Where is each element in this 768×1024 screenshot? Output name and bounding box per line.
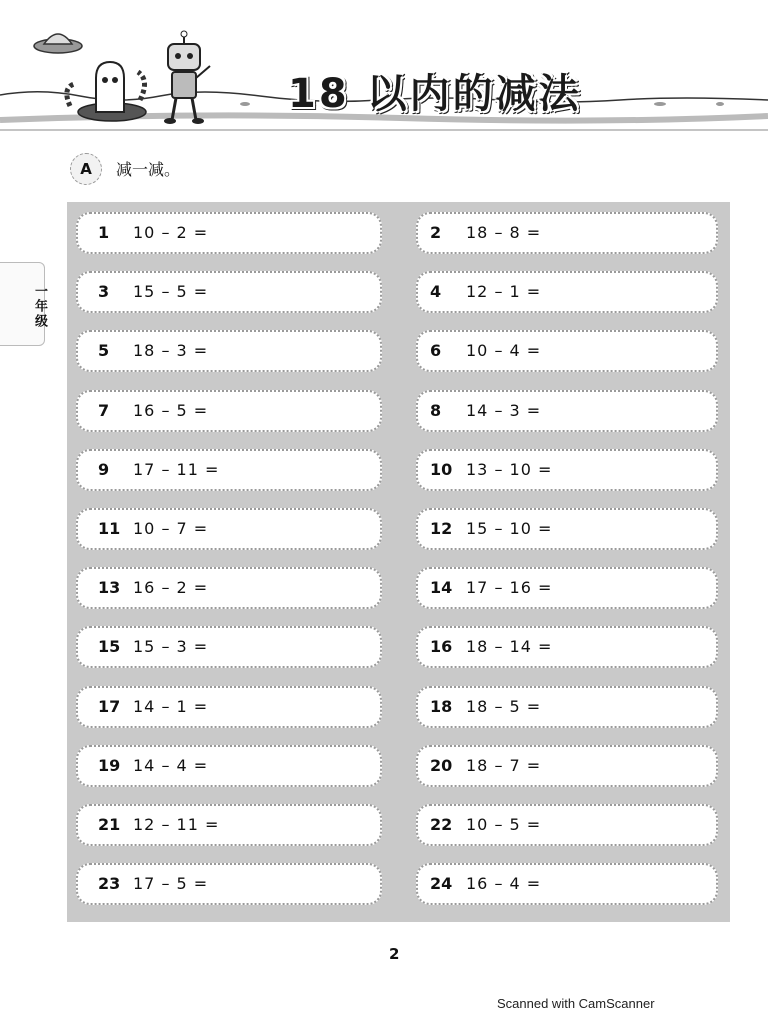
question-expression: 15 – 5 =: [133, 282, 209, 301]
question-number: 17: [98, 697, 121, 716]
question-expression: 17 – 11 =: [133, 460, 220, 479]
question-number: 5: [98, 341, 110, 360]
question-expression: 12 – 1 =: [466, 282, 542, 301]
question-box: [416, 804, 718, 846]
question-expression: 17 – 16 =: [466, 578, 553, 597]
grade-side-tab-label: 一年级: [32, 284, 47, 329]
question-number: 23: [98, 874, 121, 893]
robot-icon: [164, 31, 210, 124]
question-box: [416, 745, 718, 787]
question-expression: 16 – 4 =: [466, 874, 542, 893]
question-number: 20: [430, 756, 453, 775]
question-box: [416, 686, 718, 728]
question-number: 13: [98, 578, 121, 597]
question-expression: 17 – 5 =: [133, 874, 209, 893]
page-number: 2: [389, 945, 400, 963]
question-expression: 10 – 4 =: [466, 341, 542, 360]
question-expression: 14 – 1 =: [133, 697, 209, 716]
question-number: 6: [430, 341, 442, 360]
question-expression: 16 – 5 =: [133, 401, 209, 420]
question-expression: 16 – 2 =: [133, 578, 209, 597]
question-number: 12: [430, 519, 453, 538]
question-expression: 18 – 3 =: [133, 341, 209, 360]
question-number: 21: [98, 815, 121, 834]
question-box: [416, 271, 718, 313]
question-number: 10: [430, 460, 453, 479]
page-title: 18 以内的减法: [288, 71, 582, 117]
question-expression: 10 – 5 =: [466, 815, 542, 834]
question-box: [416, 567, 718, 609]
question-box: [416, 390, 718, 432]
question-number: 4: [430, 282, 442, 301]
question-expression: 14 – 4 =: [133, 756, 209, 775]
question-number: 8: [430, 401, 442, 420]
question-expression: 18 – 14 =: [466, 637, 553, 656]
alien-icon: [67, 62, 146, 121]
section-instruction: 减一减。: [116, 160, 181, 179]
question-expression: 12 – 11 =: [133, 815, 220, 834]
question-expression: 15 – 3 =: [133, 637, 209, 656]
question-number: 14: [430, 578, 453, 597]
section-badge: A: [70, 153, 102, 185]
question-number: 11: [98, 519, 121, 538]
question-box: [416, 626, 718, 668]
question-expression: 18 – 8 =: [466, 223, 542, 242]
question-expression: 14 – 3 =: [466, 401, 542, 420]
question-box: [416, 508, 718, 550]
question-box: [416, 330, 718, 372]
question-number: 2: [430, 223, 442, 242]
question-box: [416, 212, 718, 254]
question-number: 24: [430, 874, 453, 893]
scanner-footer: Scanned with CamScanner: [497, 996, 655, 1011]
question-expression: 18 – 7 =: [466, 756, 542, 775]
question-number: 1: [98, 223, 110, 242]
question-expression: 10 – 7 =: [133, 519, 209, 538]
question-number: 18: [430, 697, 453, 716]
question-number: 16: [430, 637, 453, 656]
question-number: 19: [98, 756, 121, 775]
question-number: 15: [98, 637, 121, 656]
question-expression: 18 – 5 =: [466, 697, 542, 716]
question-number: 7: [98, 401, 110, 420]
question-number: 3: [98, 282, 110, 301]
question-box: [416, 863, 718, 905]
question-number: 9: [98, 460, 110, 479]
question-expression: 15 – 10 =: [466, 519, 553, 538]
question-expression: 13 – 10 =: [466, 460, 553, 479]
question-box: [416, 449, 718, 491]
question-number: 22: [430, 815, 453, 834]
ufo-icon: [34, 34, 82, 53]
question-expression: 10 – 2 =: [133, 223, 209, 242]
